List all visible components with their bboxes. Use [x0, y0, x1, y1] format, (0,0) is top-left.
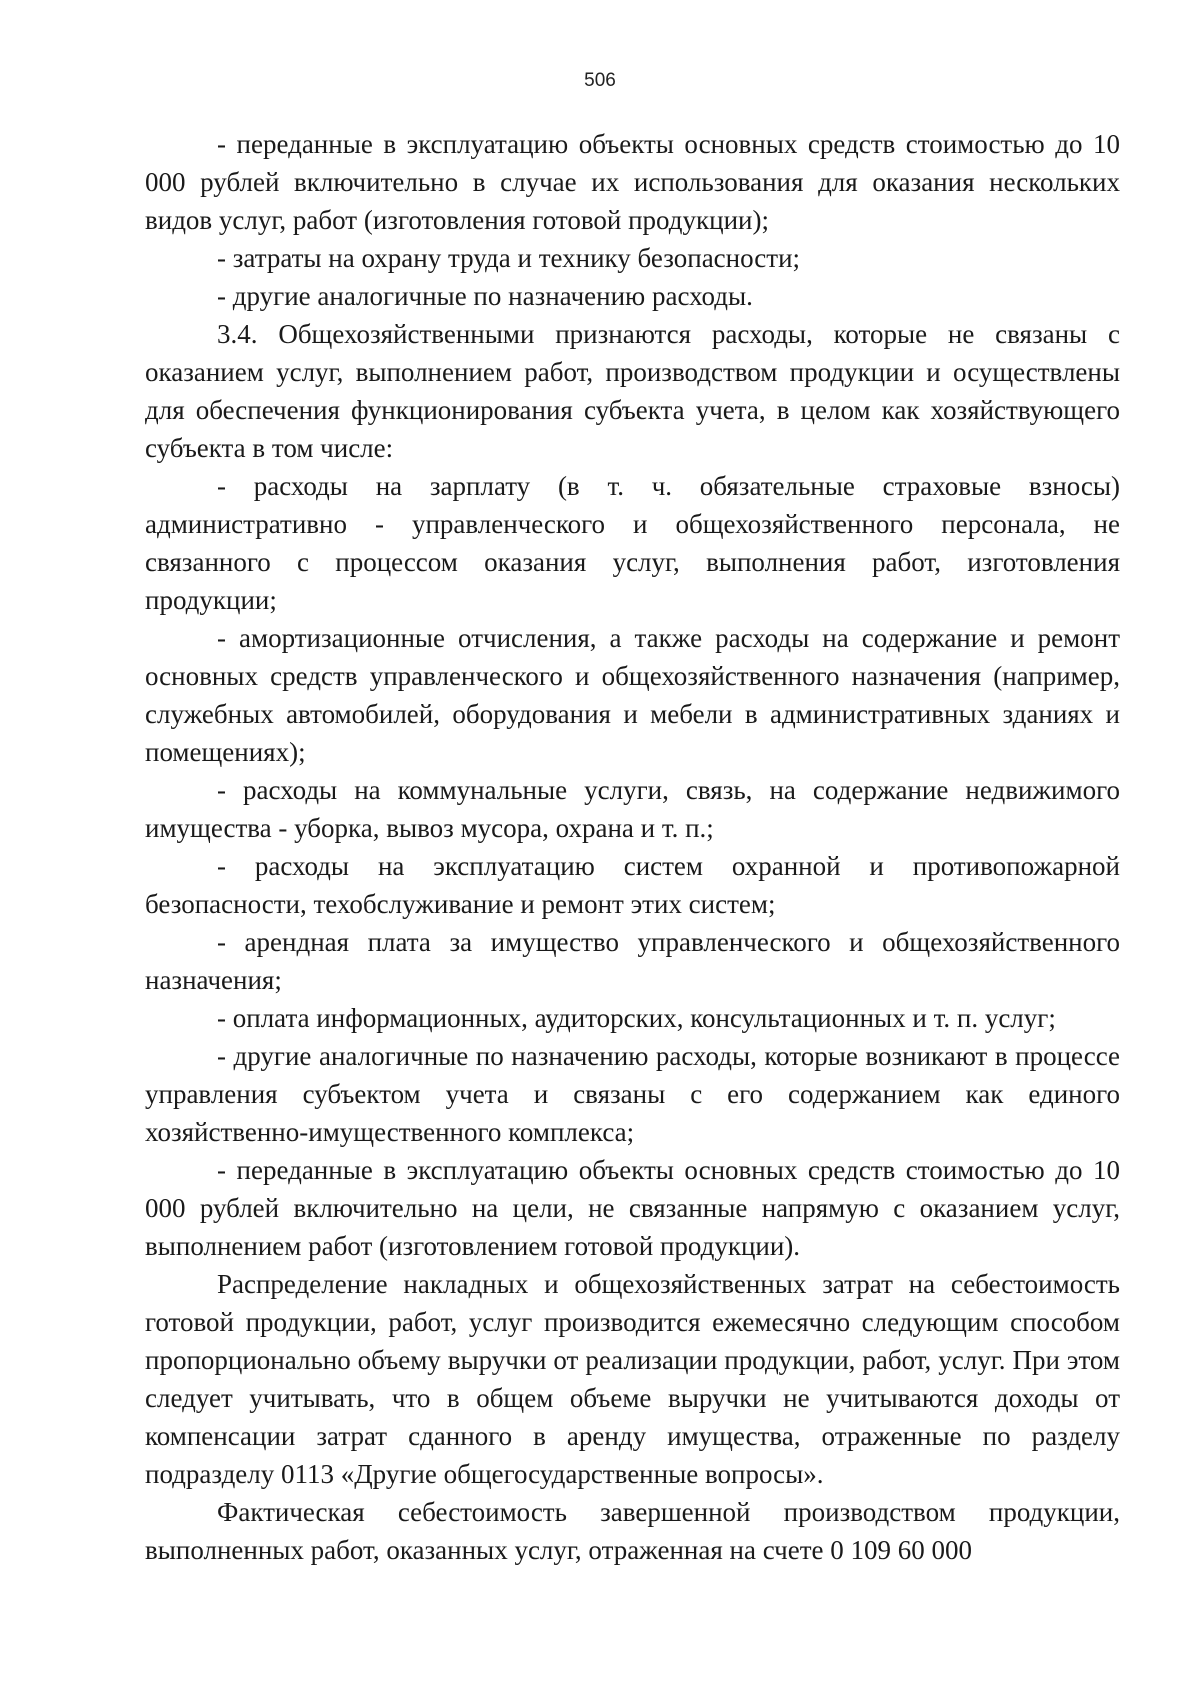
paragraph-other-similar-overhead: - другие аналогичные по назначению расходы. — [217, 281, 753, 311]
paragraph-depreciation: - амортизационные отчисления, а также расходы на содержание и ремонт основных средств управленческого и общехозяйственного назначения (например, служебных автомобилей, оборудования и мебели в административных зданиях и помещениях); — [145, 623, 1120, 767]
paragraph-other-similar-general: - другие аналогичные по назначению расходы, которые возникают в процессе управления субъектом учета и связаны с его содержанием как единого хозяйственно-имущественного комплекса; — [145, 1041, 1120, 1147]
paragraph-section-3-4: 3.4. Общехозяйственными признаются расходы, которые не связаны с оказанием услуг, выполнением работ, производством продукции и осуществлены для обеспечения функционирования субъекта учета, в целом как хозяйствующего субъекта в том числе: — [145, 319, 1120, 463]
paragraph-utilities: - расходы на коммунальные услуги, связь, на содержание недвижимого имущества - уборка, вывоз мусора, охрана и т. п.; — [145, 775, 1120, 843]
paragraph-assets-multi-service: - переданные в эксплуатацию объекты основных средств стоимостью до 10 000 рублей включительно в случае их использования для оказания нескольких видов услуг, работ (изготовления готовой продукции); — [145, 129, 1120, 235]
paragraph-security-systems: - расходы на эксплуатацию систем охранной и противопожарной безопасности, техобслуживание и ремонт этих систем; — [145, 851, 1120, 919]
page-number: 506 — [584, 70, 616, 91]
paragraph-salary-admin: - расходы на зарплату (в т. ч. обязательные страховые взносы) административно - управленческого и общехозяйственного персонала, не связанного с процессом оказания услуг, выполнения работ, изготовления продукции; — [145, 471, 1120, 615]
paragraph-assets-general: - переданные в эксплуатацию объекты основных средств стоимостью до 10 000 рублей включительно на цели, не связанные напрямую с оказанием услуг, выполнением работ (изготовлением готовой продукции). — [145, 1155, 1120, 1261]
paragraph-actual-cost: Фактическая себестоимость завершенной производством продукции, выполненных работ, оказанных услуг, отраженная на счете 0 109 60 000 — [145, 1497, 1120, 1565]
paragraph-cost-distribution: Распределение накладных и общехозяйственных затрат на себестоимость готовой продукции, работ, услуг производится ежемесячно следующим способом пропорционально объему выручки от реализации продукции, работ, услуг. При этом следует учитывать, что в общем объеме выручки не учитываются доходы от компенсации затрат сданного в аренду имущества, отраженные по разделу подразделу 0113 «Другие общегосударственные вопросы». — [145, 1269, 1120, 1489]
paragraph-labor-safety: - затраты на охрану труда и технику безопасности; — [217, 243, 801, 273]
document-body — [145, 125, 1120, 1569]
paragraph-rent: - арендная плата за имущество управленческого и общехозяйственного назначения; — [145, 927, 1120, 995]
paragraph-consulting: - оплата информационных, аудиторских, консультационных и т. п. услуг; — [217, 1003, 1056, 1033]
